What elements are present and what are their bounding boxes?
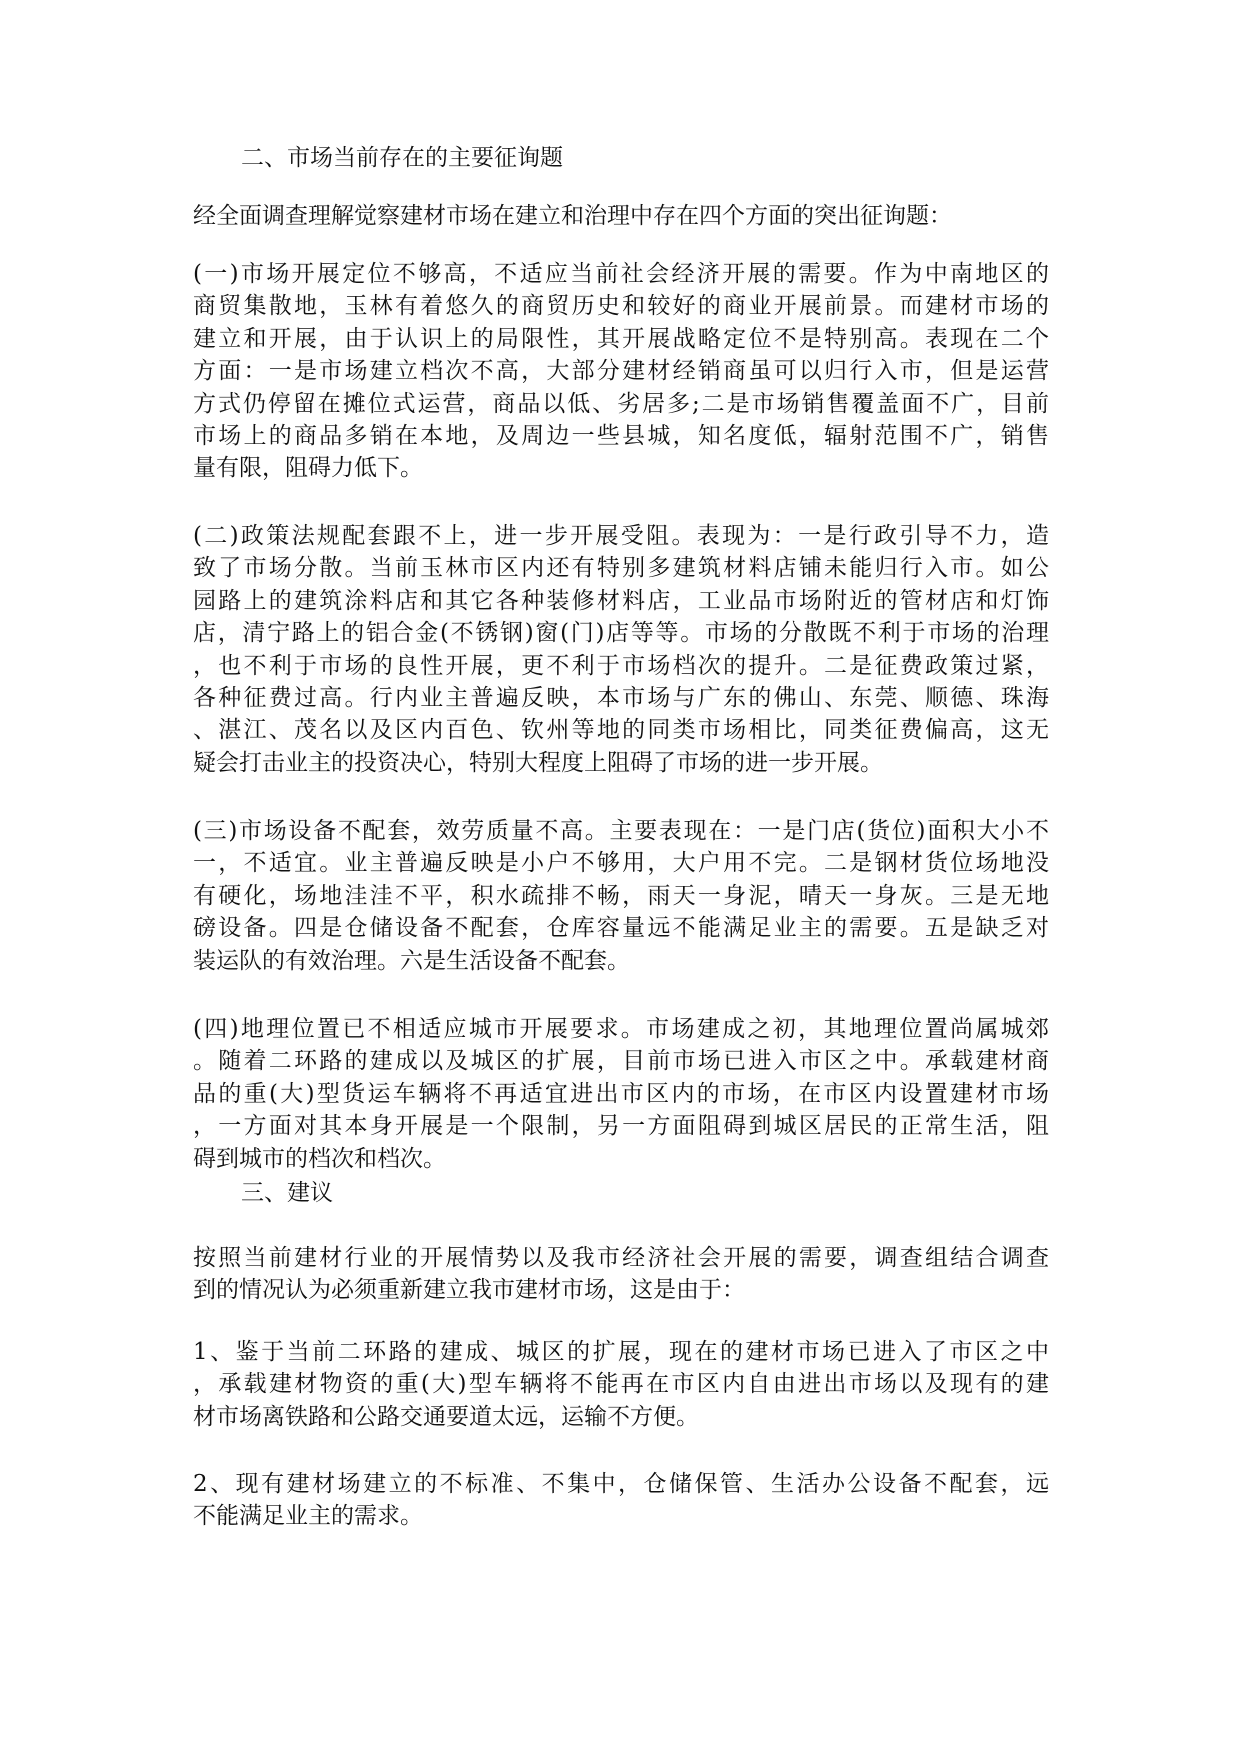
paragraph-line: 各种征费过高。行内业主普遍反映，本市场与广东的佛山、东莞、顺德、珠海: [193, 684, 1049, 711]
paragraph-line: 园路上的建筑涂料店和其它各种装修材料店，工业品市场附近的管材店和灯饰: [193, 587, 1049, 614]
paragraph-line: (二)政策法规配套跟不上，进一步开展受阻。表现为：一是行政引导不力，造: [193, 523, 1049, 549]
problems-intro: 经全面调查理解觉察建材市场在建立和治理中存在四个方面的突出征询题：: [193, 203, 952, 229]
paragraph-line: 致了市场分散。当前玉林市区内还有特别多建筑材料店铺未能归行入市。如公: [193, 555, 1049, 582]
paragraph-line: 方面：一是市场建立档次不高，大部分建材经销商虽可以归行入市，但是运营: [193, 358, 1049, 385]
paragraph-line: 。随着二环路的建成以及城区的扩展，目前市场已进入市区之中。承载建材商: [193, 1048, 1049, 1075]
paragraph-line: 按照当前建材行业的开展情势以及我市经济社会开展的需要，调查组结合调查: [193, 1245, 1049, 1271]
paragraph-line: 碍到城市的档次和档次。: [193, 1145, 446, 1172]
paragraph-line: 品的重(大)型货运车辆将不再适宜进出市区内的市场，在市区内设置建材市场: [193, 1080, 1049, 1107]
paragraph-line: 装运队的有效治理。六是生活设备不配套。: [193, 947, 630, 974]
paragraph-line: 有硬化，场地洼洼不平，积水疏排不畅，雨天一身泥，晴天一身灰。三是无地: [193, 882, 1049, 909]
paragraph-line: 2、现有建材场建立的不标准、不集中，仓储保管、生活办公设备不配套，远: [193, 1471, 1049, 1497]
suggestions-intro: [193, 1242, 1049, 1307]
paragraph-line: 一，不适宜。业主普遍反映是小户不够用，大户用不完。二是钢材货位场地没: [193, 850, 1049, 877]
section-heading-suggestions: 三、建议: [241, 1180, 333, 1206]
suggestion-item-1: [193, 1336, 1049, 1433]
paragraph-positioning: [193, 258, 1049, 485]
section-heading-problems: 二、市场当前存在的主要征询题: [241, 145, 563, 171]
paragraph-line: 市场上的商品多销在本地，及周边一些县城，知名度低，辐射范围不广，销售: [193, 422, 1049, 449]
paragraph-policy: [193, 520, 1049, 779]
paragraph-line: ，也不利于市场的良性开展，更不利于市场档次的提升。二是征费政策过紧，: [193, 652, 1049, 679]
paragraph-line: 店，清宁路上的铝合金(不锈钢)窗(门)店等等。市场的分散既不利于市场的治理: [193, 620, 1049, 647]
paragraph-line: 、湛江、茂名以及区内百色、钦州等地的同类市场相比，同类征费偏高，这无: [193, 717, 1049, 744]
paragraph-line: 方式仍停留在摊位式运营，商品以低、劣居多;二是市场销售覆盖面不广，目前: [193, 390, 1049, 417]
paragraph-line: ，一方面对其本身开展是一个限制，另一方面阻碍到城区居民的正常生活，阻: [193, 1113, 1049, 1140]
paragraph-line: 磅设备。四是仓储设备不配套，仓库容量远不能满足业主的需要。五是缺乏对: [193, 915, 1049, 942]
paragraph-line: 材市场离铁路和公路交通要道太远，运输不方便。: [193, 1403, 699, 1430]
paragraph-line: 建立和开展，由于认识上的局限性，其开展战略定位不是特别高。表现在二个: [193, 325, 1049, 352]
paragraph-line: (一)市场开展定位不够高，不适应当前社会经济开展的需要。作为中南地区的: [193, 261, 1049, 287]
paragraph-line: 量有限，阻碍力低下。: [193, 455, 423, 482]
paragraph-line: 到的情况认为必须重新建立我市建材市场，这是由于：: [193, 1277, 745, 1304]
paragraph-line: (三)市场设备不配套，效劳质量不高。主要表现在：一是门店(货位)面积大小不: [193, 818, 1049, 844]
paragraph-line: ，承载建材物资的重(大)型车辆将不能再在市区内自由进出市场以及现有的建: [193, 1371, 1049, 1398]
paragraph-line: 不能满足业主的需求。: [193, 1503, 423, 1530]
paragraph-location: [193, 1013, 1049, 1175]
paragraph-facilities: [193, 815, 1049, 977]
suggestion-item-2: [193, 1468, 1049, 1533]
paragraph-line: (四)地理位置已不相适应城市开展要求。市场建成之初，其地理位置尚属城郊: [193, 1016, 1049, 1042]
paragraph-line: 商贸集散地，玉林有着悠久的商贸历史和较好的商业开展前景。而建材市场的: [193, 293, 1049, 320]
paragraph-line: 疑会打击业主的投资决心，特别大程度上阻碍了市场的进一步开展。: [193, 749, 883, 776]
paragraph-line: 1、鉴于当前二环路的建成、城区的扩展，现在的建材市场已进入了市区之中: [193, 1339, 1049, 1365]
